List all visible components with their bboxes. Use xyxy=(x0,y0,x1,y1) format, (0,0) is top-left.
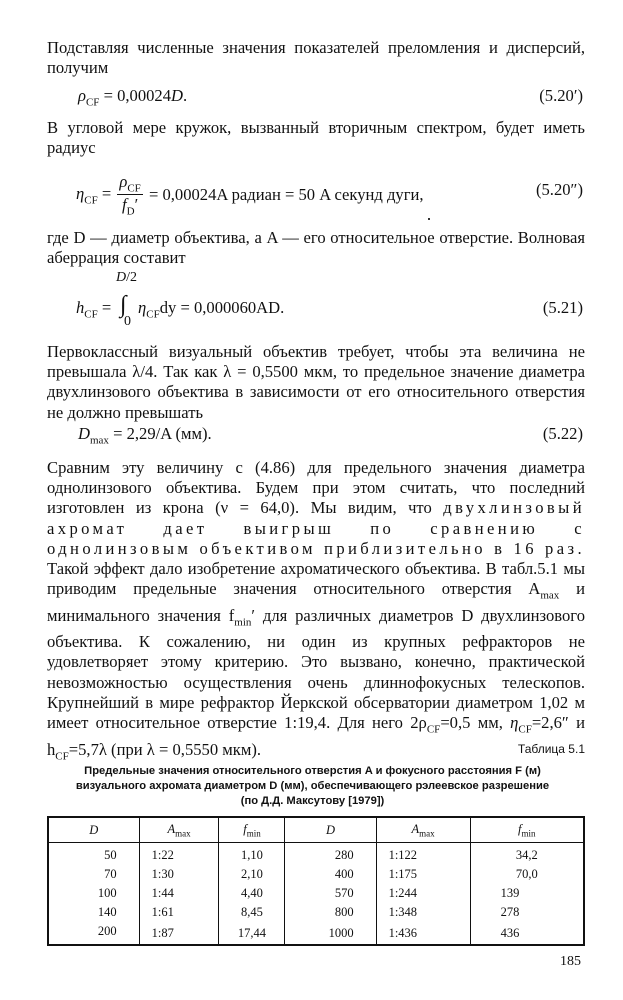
table-cell: 17,44 xyxy=(219,922,285,945)
document-page: Подставляя численные значения показателей преломления и дисперсий, получим $\rho_{CF} = 0,00024D$. (5.20′) В угловой мере кружок, вызванный вторичным спектром, будет иметь радиус $\eta_{CF}$ = $\rho_{CF}$ $f_D'$ = 0,00024A радиан = 50 A секунд дуги, (5.20″) где D — диаметр объектива, а A — его относительное отверстие. Волновая аберрация составит D/2 $h_{CF}$ = ∫ 0 $\eta_{CF}dy = 0,000060AD$. (5.21) Первоклассный визуальный объектив требует, чтобы эта величина не превышала λ/4. Так как λ = 0,5500 мкм, то предельное значение диаметра двухлинзового объектива в зависимости от его относительного отверстия не должно превышать $D_{max} = 2,29/A$ (мм). (5.22) Сравним эту величину с (4.86) для предельного значения диаметра однолинзового объектива. Будем при этом считать, что последний изготовлен из крона (ν = 64,0). Мы видим, что двухлинзовый ахромат дает выигрыш по сравнению с однолинзовым объективом приблизительно в 16 раз. Такой эффект дало изобретение ахроматического объектива. В табл.5.1 мы приводим предельные значения относительного отверстия $A_{max}$ и минимального значения $f_{min}'$ для различных диаметров D двухлинзового объектива. К сожалению, ни один из крупных рефракторов не удовлетворяет этому критерию. Это вызвано, конечно, практической невозможностью осуществления очень длиннофокусных телескопов. Крупнейший в мире рефрактор Йеркской обсерватории диаметром 1,02 м имеет относительное отверстие 1:19,4. Для него $2\rho_{CF}=0,5$ мм, $\eta_{CF}=2,6''$ и $h_{CF}=5,7\lambda$ (при λ = 0,5550 мкм). Таблица 5.1 Предельные значения относительного отверстия A и фокусного расстояния F (м) визуального ахромата диаметром D (мм), обеспечивающего рэлеевское разрешение (по Д.Д. Максутову [1979]) D $A_{max}$ $f_{min}$ D $A_{max}$ $f_{min}$ 50 1:22 1,10 280 1:122 34,2 70 1:30 2,10 400 1:175 70,0 100 1:44 4,40 570 1:244 139 140 1:61 8,45 800 1:348 278 200 1:87 17,44 1000 1:436 436 185 xyxy=(0,0,623,1000)
equation-5-22: $D_{max} = 2,29/A$ (мм). xyxy=(78,424,212,447)
table-row xyxy=(48,884,584,903)
column-header: $f_{min}$ xyxy=(470,817,584,843)
table-cell: 436 xyxy=(470,922,584,945)
table-cell: 1000 xyxy=(285,922,376,945)
speck xyxy=(428,218,430,220)
table-cell: 1:61 xyxy=(139,903,219,922)
column-header: $f_{min}$ xyxy=(219,817,285,843)
table-cell: 70,0 xyxy=(470,865,584,884)
paragraph-5: Сравним эту величину с (4.86) для предельного значения диаметра однолинзового объектива. Будем при этом считать, что последний изготовлен из крона (ν = 64,0). Мы видим, что двухлинзовый ахромат дает выигрыш по сравнению с однолинзовым объективом приблизительно в 16 раз. Такой эффект дало изобретение ахроматического объектива. В табл.5.1 мы приводим предельные значения относительного отверстия $A_{max}$ и минимального значения $f_{min}'$ для различных диаметров D двухлинзового объектива. К сожалению, ни один из крупных рефракторов не удовлетворяет этому критерию. Это вызвано, конечно, практической невозможностью осуществления очень длиннофокусных телескопов. Крупнейший в мире рефрактор Йеркской обсерватории диаметром 1,02 м имеет относительное отверстие 1:19,4. Для него $2\rho_{CF}=0,5$ мм, $\eta_{CF}=2,6''$ и $h_{CF}=5,7\lambda$ (при λ = 0,5550 мкм). xyxy=(47,458,585,762)
table-cell: 100 xyxy=(48,884,139,903)
table-cell: 1,10 xyxy=(219,843,285,866)
column-header: $A_{max}$ xyxy=(376,817,470,843)
table-cell: 70 xyxy=(48,865,139,884)
table-cell: 1:348 xyxy=(376,903,470,922)
table-cell: 50 xyxy=(48,843,139,866)
column-header: D xyxy=(285,817,376,843)
equation-number: (5.21) xyxy=(542,298,583,317)
page-number: 185 xyxy=(560,954,581,969)
table-cell: 800 xyxy=(285,903,376,922)
table-cell: 1:175 xyxy=(376,865,470,884)
paragraph-2: В угловой мере кружок, вызванный вторичным спектром, будет иметь радиус xyxy=(47,118,585,158)
table-cell: 1:436 xyxy=(376,922,470,945)
table-label: Таблица 5.1 xyxy=(517,742,585,756)
equation-5-20-prime: $\rho_{CF} = 0,00024D$. xyxy=(78,86,188,109)
table-cell: 200 xyxy=(48,922,139,945)
table-row xyxy=(48,903,584,922)
paragraph-1: Подставляя численные значения показателей преломления и дисперсий, получим xyxy=(47,38,585,78)
table-cell: 140 xyxy=(48,903,139,922)
table-cell: 280 xyxy=(285,843,376,866)
table-cell: 1:244 xyxy=(376,884,470,903)
data-table xyxy=(47,816,585,946)
paragraph-3: где D — диаметр объектива, а A — его относительное отверстие. Волновая аберрация составит xyxy=(47,228,585,268)
equation-5-20-double-prime: $\eta_{CF}$ = $\rho_{CF}$ $f_D'$ = 0,00024A радиан = 50 A секунд дуги, xyxy=(76,172,424,218)
table-cell: 34,2 xyxy=(470,843,584,866)
table-cell: 1:22 xyxy=(139,843,219,866)
equation-number: (5.20″) xyxy=(535,180,583,199)
table-cell: 1:44 xyxy=(139,884,219,903)
equation-number: (5.20′) xyxy=(539,86,583,105)
column-header: $A_{max}$ xyxy=(139,817,219,843)
table-row xyxy=(48,843,584,866)
table-caption: Предельные значения относительного отверстия A и фокусного расстояния F (м) визуального ахромата диаметром D (мм), обеспечивающего рэлеевское разрешение (по Д.Д. Максутову [1979]) xyxy=(75,765,550,807)
table-cell: 278 xyxy=(470,903,584,922)
table-cell: 139 xyxy=(470,884,584,903)
table-cell: 1:30 xyxy=(139,865,219,884)
column-header: D xyxy=(48,817,139,843)
equation-number: (5.22) xyxy=(542,424,583,443)
table-row xyxy=(48,865,584,884)
table-cell: 1:122 xyxy=(376,843,470,866)
table-header-row xyxy=(48,817,584,843)
table-cell: 1:87 xyxy=(139,922,219,945)
table-cell: 570 xyxy=(285,884,376,903)
table-cell: 4,40 xyxy=(219,884,285,903)
table-row xyxy=(48,922,584,945)
table-cell: 400 xyxy=(285,865,376,884)
table-cell: 2,10 xyxy=(219,865,285,884)
table-cell: 8,45 xyxy=(219,903,285,922)
paragraph-4: Первоклассный визуальный объектив требует, чтобы эта величина не превышала λ/4. Так как λ = 0,5500 мкм, то предельное значение диаметра двухлинзового объектива в зависимости от его относительного отверстия не должно превышать xyxy=(47,342,585,422)
